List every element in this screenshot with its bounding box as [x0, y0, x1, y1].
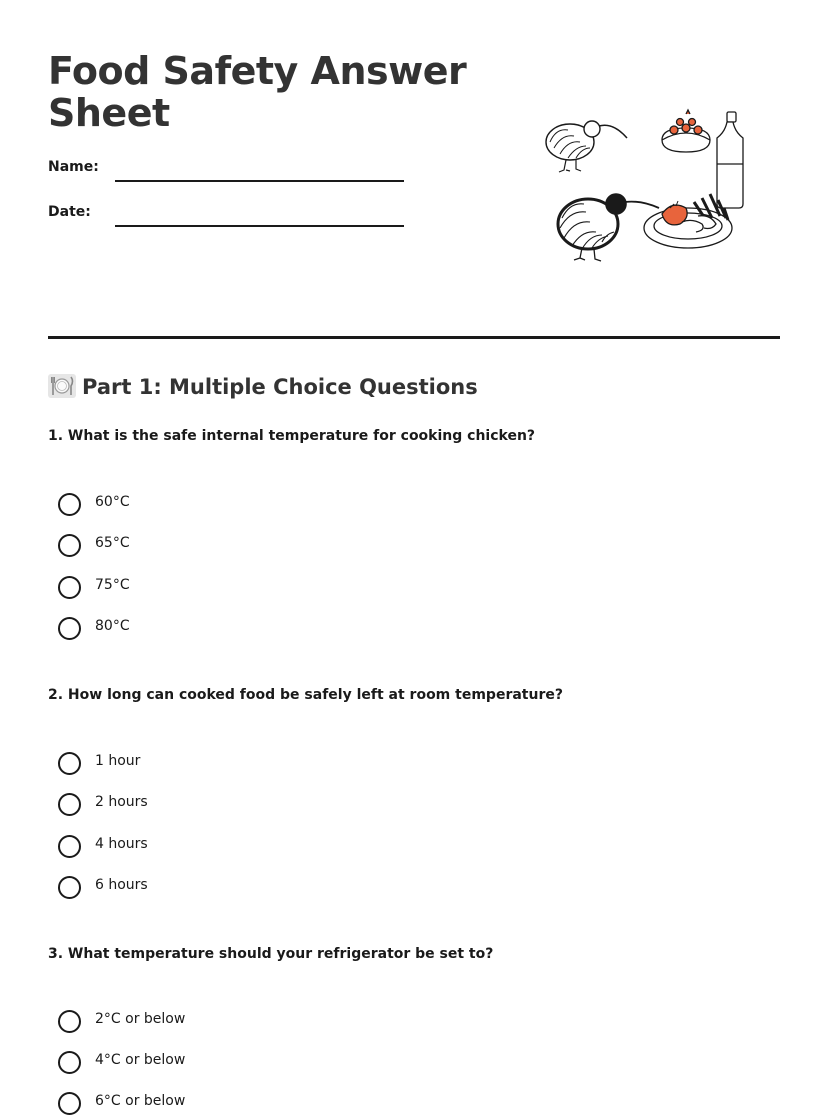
option-label: 80°C — [95, 618, 130, 634]
radio-button[interactable] — [58, 1051, 81, 1074]
cake-icon — [662, 110, 710, 152]
radio-button[interactable] — [58, 876, 81, 899]
kiwi-bird-icon — [546, 121, 627, 172]
option-label: 4°C or below — [95, 1052, 186, 1068]
option-label: 60°C — [95, 494, 130, 510]
date-field[interactable] — [48, 200, 408, 230]
name-input-line[interactable] — [115, 180, 404, 182]
section-heading — [48, 374, 478, 399]
question-text: 2. How long can cooked food be safely left at room temperature? — [48, 687, 563, 703]
option-label: 2°C or below — [95, 1011, 186, 1027]
bottle-icon — [717, 112, 743, 208]
name-field[interactable] — [48, 155, 408, 185]
food-plate-icon — [644, 194, 732, 248]
question-2 — [48, 687, 780, 893]
option-label: 6°C or below — [95, 1093, 186, 1109]
option-label: 75°C — [95, 577, 130, 593]
radio-button[interactable] — [58, 534, 81, 557]
option-label: 2 hours — [95, 794, 148, 810]
radio-button[interactable] — [58, 793, 81, 816]
plate-cutlery-icon — [48, 374, 76, 398]
option-q1-d[interactable] — [58, 617, 458, 641]
question-text: 3. What temperature should your refrigerator be set to? — [48, 946, 494, 962]
radio-button[interactable] — [58, 1010, 81, 1033]
date-label: Date: — [48, 204, 91, 220]
option-q3-a[interactable] — [58, 1010, 458, 1034]
option-label: 6 hours — [95, 877, 148, 893]
option-q3-b[interactable] — [58, 1051, 458, 1075]
option-label: 1 hour — [95, 753, 141, 769]
page-title: Food Safety Answer Sheet — [48, 49, 467, 135]
radio-button[interactable] — [58, 617, 81, 640]
radio-button[interactable] — [58, 493, 81, 516]
radio-button[interactable] — [58, 752, 81, 775]
option-label: 4 hours — [95, 836, 148, 852]
option-q3-c[interactable] — [58, 1092, 458, 1116]
section-divider — [48, 336, 780, 339]
option-label: 65°C — [95, 535, 130, 551]
answer-sheet — [48, 0, 780, 1118]
option-q1-b[interactable] — [58, 534, 458, 558]
option-q1-a[interactable] — [58, 493, 458, 517]
question-1 — [48, 428, 780, 634]
option-q2-b[interactable] — [58, 793, 458, 817]
radio-button[interactable] — [58, 1092, 81, 1115]
option-q2-d[interactable] — [58, 876, 458, 900]
section-title: Part 1: Multiple Choice Questions — [82, 375, 478, 399]
header — [48, 0, 780, 340]
option-q1-c[interactable] — [58, 576, 458, 600]
radio-button[interactable] — [58, 835, 81, 858]
radio-button[interactable] — [58, 576, 81, 599]
name-label: Name: — [48, 159, 99, 175]
date-input-line[interactable] — [115, 225, 404, 227]
option-q2-c[interactable] — [58, 835, 458, 859]
question-text: 1. What is the safe internal temperature for cooking chicken? — [48, 428, 536, 444]
question-3 — [48, 946, 780, 1109]
option-q2-a[interactable] — [58, 752, 458, 776]
food-illustration — [542, 104, 748, 268]
